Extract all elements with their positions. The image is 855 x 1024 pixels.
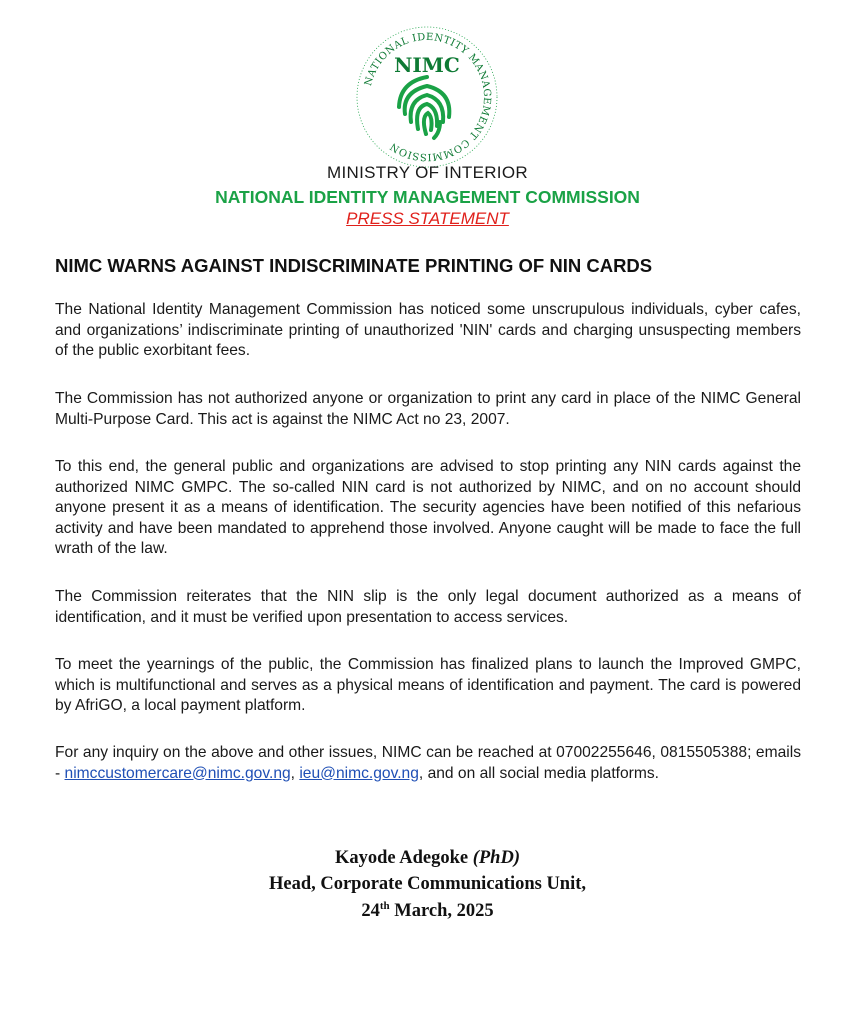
commission-heading: NATIONAL IDENTITY MANAGEMENT COMMISSION [215,187,640,207]
date-day-suffix: th [379,900,390,912]
paragraph-4: The Commission reiterates that the NIN slip is the only legal document authorized as a means of identification, and it must be verified upon presentation to access services. [55,588,801,626]
fingerprint-icon [399,77,449,138]
signatory-degree: (PhD) [472,848,520,868]
ministry-heading: MINISTRY OF INTERIOR [327,163,528,182]
signatory-title: Head, Corporate Communications Unit, [268,874,587,894]
customer-care-email-link[interactable]: nimccustomercare@nimc.gov.ng [64,764,291,782]
paragraph-2: The Commission has not authorized anyone or organization to print any card in place of the NIMC General Multi-Purpose Card. This act is against the NIMC Act no 23, 2007. [55,390,801,428]
signatory-name [0,848,855,869]
contact-text-end: , and on all social media platforms. [418,764,659,782]
paragraph-6-contact [55,743,801,784]
paragraph-1: The National Identity Management Commission has noticed some unscrupulous individuals, cyber cafes, and organizations’ indiscriminate printing of unauthorized 'NIN' cards and charging unsuspecting members of the public exorbitant fees. [55,301,801,359]
ieu-email-link[interactable]: ieu@nimc.gov.ng [299,764,419,782]
date-month-year: March, 2025 [389,901,494,922]
paragraph-3: To this end, the general public and organizations are advised to stop printing any NIN cards against the authorized NIMC GMPC. The so-called NIN card is not authorized by NIMC, and on no account should anyone present it as a means of identification. The security agencies have been notified of this nefarious activity and have been mandated to apprehend those involved. Anyone caught will be made to face the full wrath of the law. [55,458,801,557]
paragraph-5: To meet the yearnings of the public, the Commission has finalized plans to launch the Improved GMPC, which is multifunctional and serves as a physical means of identification and payment. The card is powered by AfriGO, a local payment platform. [55,656,801,714]
seal-ring-text: NATIONAL IDENTITY MANAGEMENT COMMISSION [363,31,493,163]
seal-acronym: NIMC [394,53,460,77]
nimc-seal [352,22,502,172]
email-separator: , [290,764,300,782]
statement-headline: NIMC WARNS AGAINST INDISCRIMINATE PRINTING OF NIN CARDS [55,255,653,276]
statement-date [0,900,855,922]
nimc-logo [352,22,502,172]
press-statement-heading: PRESS STATEMENT [346,209,509,228]
signatory-name-text: Kayode Adegoke [334,848,473,868]
contact-text: For any inquiry on the above and other issues, NIMC can be reached at 07002255646, 0815505388; emails - [55,744,801,782]
date-day: 24 [361,901,380,922]
